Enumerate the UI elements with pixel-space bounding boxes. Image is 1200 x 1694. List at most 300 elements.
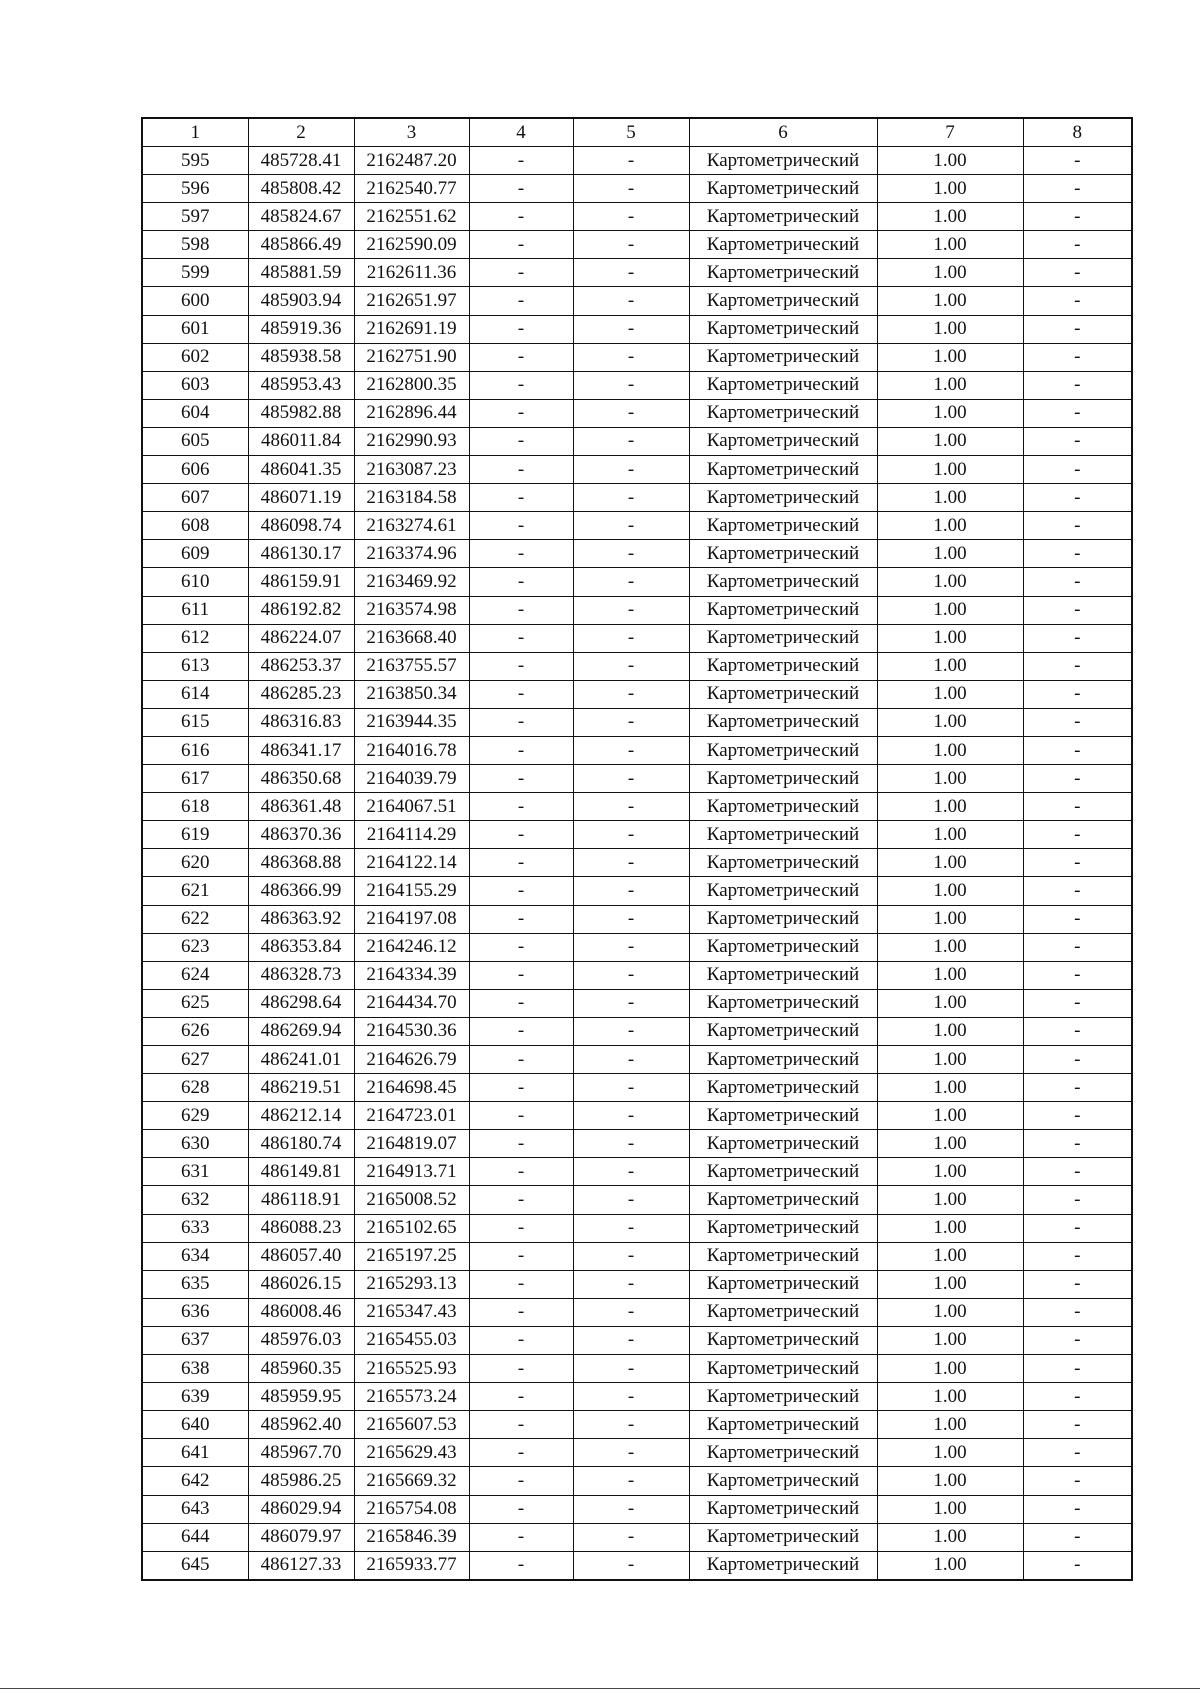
column-5-cell: - [573, 989, 689, 1017]
column-4-cell: - [469, 1355, 573, 1383]
x-coordinate-cell: 486011.84 [248, 427, 354, 455]
column-4-cell: - [469, 175, 573, 203]
column-5-cell: - [573, 147, 689, 175]
table-row [142, 624, 1132, 652]
y-coordinate-cell: 2162611.36 [354, 259, 469, 287]
y-coordinate-cell: 2164723.01 [354, 1102, 469, 1130]
accuracy-cell: 1.00 [877, 1298, 1023, 1326]
method-cell: Картометрический [689, 1074, 877, 1102]
column-8-cell: - [1023, 1017, 1132, 1045]
y-coordinate-cell: 2164039.79 [354, 765, 469, 793]
x-coordinate-cell: 486180.74 [248, 1130, 354, 1158]
column-5-cell: - [573, 1017, 689, 1045]
y-coordinate-cell: 2165008.52 [354, 1186, 469, 1214]
column-5-cell: - [573, 877, 689, 905]
accuracy-cell: 1.00 [877, 175, 1023, 203]
column-header: 4 [469, 118, 573, 147]
method-cell: Картометрический [689, 231, 877, 259]
column-8-cell: - [1023, 1467, 1132, 1495]
y-coordinate-cell: 2164067.51 [354, 793, 469, 821]
y-coordinate-cell: 2164434.70 [354, 989, 469, 1017]
column-5-cell: - [573, 540, 689, 568]
method-cell: Картометрический [689, 1467, 877, 1495]
accuracy-cell: 1.00 [877, 1214, 1023, 1242]
x-coordinate-cell: 486253.37 [248, 652, 354, 680]
table-row [142, 821, 1132, 849]
column-8-cell: - [1023, 905, 1132, 933]
point-number-cell: 634 [142, 1242, 248, 1270]
point-number-cell: 614 [142, 680, 248, 708]
x-coordinate-cell: 486098.74 [248, 512, 354, 540]
column-4-cell: - [469, 1186, 573, 1214]
method-cell: Картометрический [689, 427, 877, 455]
method-cell: Картометрический [689, 793, 877, 821]
x-coordinate-cell: 486079.97 [248, 1523, 354, 1551]
y-coordinate-cell: 2163574.98 [354, 596, 469, 624]
method-cell: Картометрический [689, 1017, 877, 1045]
x-coordinate-cell: 485938.58 [248, 343, 354, 371]
accuracy-cell: 1.00 [877, 1046, 1023, 1074]
column-8-cell: - [1023, 961, 1132, 989]
column-8-cell: - [1023, 1186, 1132, 1214]
y-coordinate-cell: 2165846.39 [354, 1523, 469, 1551]
table-row [142, 343, 1132, 371]
y-coordinate-cell: 2165573.24 [354, 1383, 469, 1411]
accuracy-cell: 1.00 [877, 905, 1023, 933]
column-4-cell: - [469, 147, 573, 175]
column-8-cell: - [1023, 1326, 1132, 1354]
column-5-cell: - [573, 1383, 689, 1411]
column-8-cell: - [1023, 315, 1132, 343]
table-row [142, 399, 1132, 427]
point-number-cell: 596 [142, 175, 248, 203]
x-coordinate-cell: 486130.17 [248, 540, 354, 568]
point-number-cell: 605 [142, 427, 248, 455]
accuracy-cell: 1.00 [877, 484, 1023, 512]
point-number-cell: 606 [142, 456, 248, 484]
column-8-cell: - [1023, 821, 1132, 849]
table-row [142, 1242, 1132, 1270]
point-number-cell: 628 [142, 1074, 248, 1102]
method-cell: Картометрический [689, 315, 877, 343]
accuracy-cell: 1.00 [877, 540, 1023, 568]
y-coordinate-cell: 2165525.93 [354, 1355, 469, 1383]
column-5-cell: - [573, 1551, 689, 1580]
x-coordinate-cell: 485967.70 [248, 1439, 354, 1467]
column-5-cell: - [573, 315, 689, 343]
method-cell: Картометрический [689, 736, 877, 764]
accuracy-cell: 1.00 [877, 1074, 1023, 1102]
column-5-cell: - [573, 343, 689, 371]
column-4-cell: - [469, 849, 573, 877]
point-number-cell: 637 [142, 1326, 248, 1354]
accuracy-cell: 1.00 [877, 315, 1023, 343]
column-5-cell: - [573, 765, 689, 793]
x-coordinate-cell: 485953.43 [248, 371, 354, 399]
method-cell: Картометрический [689, 877, 877, 905]
column-5-cell: - [573, 259, 689, 287]
x-coordinate-cell: 486026.15 [248, 1270, 354, 1298]
accuracy-cell: 1.00 [877, 989, 1023, 1017]
column-8-cell: - [1023, 1074, 1132, 1102]
point-number-cell: 610 [142, 568, 248, 596]
table-row [142, 1439, 1132, 1467]
column-8-cell: - [1023, 540, 1132, 568]
method-cell: Картометрический [689, 1523, 877, 1551]
accuracy-cell: 1.00 [877, 1270, 1023, 1298]
column-8-cell: - [1023, 849, 1132, 877]
accuracy-cell: 1.00 [877, 1326, 1023, 1354]
y-coordinate-cell: 2162651.97 [354, 287, 469, 315]
point-number-cell: 625 [142, 989, 248, 1017]
table-row [142, 1270, 1132, 1298]
x-coordinate-cell: 486057.40 [248, 1242, 354, 1270]
accuracy-cell: 1.00 [877, 512, 1023, 540]
method-cell: Картометрический [689, 989, 877, 1017]
point-number-cell: 603 [142, 371, 248, 399]
y-coordinate-cell: 2164334.39 [354, 961, 469, 989]
column-4-cell: - [469, 596, 573, 624]
column-4-cell: - [469, 905, 573, 933]
method-cell: Картометрический [689, 147, 877, 175]
y-coordinate-cell: 2164122.14 [354, 849, 469, 877]
method-cell: Картометрический [689, 1130, 877, 1158]
accuracy-cell: 1.00 [877, 1158, 1023, 1186]
column-5-cell: - [573, 399, 689, 427]
column-8-cell: - [1023, 484, 1132, 512]
y-coordinate-cell: 2162990.93 [354, 427, 469, 455]
column-5-cell: - [573, 1467, 689, 1495]
point-number-cell: 627 [142, 1046, 248, 1074]
column-4-cell: - [469, 1270, 573, 1298]
page-bottom-rule [0, 1688, 1200, 1689]
table-row [142, 736, 1132, 764]
y-coordinate-cell: 2162751.90 [354, 343, 469, 371]
column-header: 7 [877, 118, 1023, 147]
column-4-cell: - [469, 961, 573, 989]
method-cell: Картометрический [689, 1411, 877, 1439]
column-8-cell: - [1023, 1130, 1132, 1158]
x-coordinate-cell: 485808.42 [248, 175, 354, 203]
x-coordinate-cell: 486192.82 [248, 596, 354, 624]
column-5-cell: - [573, 1411, 689, 1439]
method-cell: Картометрический [689, 399, 877, 427]
column-4-cell: - [469, 1383, 573, 1411]
table-row [142, 1102, 1132, 1130]
method-cell: Картометрический [689, 371, 877, 399]
column-5-cell: - [573, 849, 689, 877]
x-coordinate-cell: 485866.49 [248, 231, 354, 259]
point-number-cell: 597 [142, 203, 248, 231]
point-number-cell: 632 [142, 1186, 248, 1214]
x-coordinate-cell: 485959.95 [248, 1383, 354, 1411]
point-number-cell: 613 [142, 652, 248, 680]
column-5-cell: - [573, 1130, 689, 1158]
x-coordinate-cell: 485982.88 [248, 399, 354, 427]
y-coordinate-cell: 2163944.35 [354, 708, 469, 736]
point-number-cell: 621 [142, 877, 248, 905]
y-coordinate-cell: 2163755.57 [354, 652, 469, 680]
table-row [142, 1467, 1132, 1495]
column-4-cell: - [469, 1242, 573, 1270]
column-4-cell: - [469, 343, 573, 371]
table-row [142, 1214, 1132, 1242]
column-4-cell: - [469, 1467, 573, 1495]
method-cell: Картометрический [689, 933, 877, 961]
column-5-cell: - [573, 1074, 689, 1102]
accuracy-cell: 1.00 [877, 427, 1023, 455]
x-coordinate-cell: 485919.36 [248, 315, 354, 343]
y-coordinate-cell: 2164155.29 [354, 877, 469, 905]
column-5-cell: - [573, 1102, 689, 1130]
x-coordinate-cell: 486361.48 [248, 793, 354, 821]
column-8-cell: - [1023, 203, 1132, 231]
x-coordinate-cell: 486241.01 [248, 1046, 354, 1074]
y-coordinate-cell: 2164626.79 [354, 1046, 469, 1074]
column-4-cell: - [469, 540, 573, 568]
x-coordinate-cell: 486088.23 [248, 1214, 354, 1242]
column-5-cell: - [573, 371, 689, 399]
accuracy-cell: 1.00 [877, 399, 1023, 427]
column-8-cell: - [1023, 793, 1132, 821]
point-number-cell: 644 [142, 1523, 248, 1551]
method-cell: Картометрический [689, 1158, 877, 1186]
column-5-cell: - [573, 1242, 689, 1270]
accuracy-cell: 1.00 [877, 1523, 1023, 1551]
method-cell: Картометрический [689, 680, 877, 708]
method-cell: Картометрический [689, 287, 877, 315]
point-number-cell: 642 [142, 1467, 248, 1495]
point-number-cell: 618 [142, 793, 248, 821]
point-number-cell: 630 [142, 1130, 248, 1158]
column-8-cell: - [1023, 1214, 1132, 1242]
table-row [142, 680, 1132, 708]
accuracy-cell: 1.00 [877, 624, 1023, 652]
x-coordinate-cell: 486118.91 [248, 1186, 354, 1214]
x-coordinate-cell: 485881.59 [248, 259, 354, 287]
column-8-cell: - [1023, 933, 1132, 961]
column-4-cell: - [469, 877, 573, 905]
column-8-cell: - [1023, 624, 1132, 652]
column-8-cell: - [1023, 765, 1132, 793]
column-5-cell: - [573, 175, 689, 203]
column-4-cell: - [469, 456, 573, 484]
accuracy-cell: 1.00 [877, 343, 1023, 371]
table-row [142, 989, 1132, 1017]
column-4-cell: - [469, 1495, 573, 1523]
accuracy-cell: 1.00 [877, 371, 1023, 399]
x-coordinate-cell: 486366.99 [248, 877, 354, 905]
column-5-cell: - [573, 652, 689, 680]
x-coordinate-cell: 486350.68 [248, 765, 354, 793]
table-row [142, 1326, 1132, 1354]
column-8-cell: - [1023, 427, 1132, 455]
column-5-cell: - [573, 1046, 689, 1074]
column-8-cell: - [1023, 1242, 1132, 1270]
point-number-cell: 600 [142, 287, 248, 315]
column-8-cell: - [1023, 708, 1132, 736]
column-4-cell: - [469, 259, 573, 287]
y-coordinate-cell: 2162691.19 [354, 315, 469, 343]
method-cell: Картометрический [689, 568, 877, 596]
column-4-cell: - [469, 708, 573, 736]
method-cell: Картометрический [689, 343, 877, 371]
accuracy-cell: 1.00 [877, 1017, 1023, 1045]
method-cell: Картометрический [689, 596, 877, 624]
column-5-cell: - [573, 680, 689, 708]
accuracy-cell: 1.00 [877, 765, 1023, 793]
method-cell: Картометрический [689, 1242, 877, 1270]
point-number-cell: 601 [142, 315, 248, 343]
point-number-cell: 631 [142, 1158, 248, 1186]
y-coordinate-cell: 2162551.62 [354, 203, 469, 231]
point-number-cell: 604 [142, 399, 248, 427]
method-cell: Картометрический [689, 175, 877, 203]
table-row [142, 1186, 1132, 1214]
column-4-cell: - [469, 989, 573, 1017]
method-cell: Картометрический [689, 1495, 877, 1523]
column-8-cell: - [1023, 343, 1132, 371]
column-5-cell: - [573, 484, 689, 512]
table-row [142, 1355, 1132, 1383]
method-cell: Картометрический [689, 765, 877, 793]
column-5-cell: - [573, 1523, 689, 1551]
table-row [142, 849, 1132, 877]
y-coordinate-cell: 2164114.29 [354, 821, 469, 849]
column-4-cell: - [469, 568, 573, 596]
x-coordinate-cell: 486363.92 [248, 905, 354, 933]
point-number-cell: 607 [142, 484, 248, 512]
accuracy-cell: 1.00 [877, 1130, 1023, 1158]
column-5-cell: - [573, 512, 689, 540]
y-coordinate-cell: 2162590.09 [354, 231, 469, 259]
column-8-cell: - [1023, 568, 1132, 596]
column-4-cell: - [469, 371, 573, 399]
y-coordinate-cell: 2164016.78 [354, 736, 469, 764]
column-8-cell: - [1023, 1551, 1132, 1580]
column-4-cell: - [469, 231, 573, 259]
y-coordinate-cell: 2165455.03 [354, 1326, 469, 1354]
table-row [142, 708, 1132, 736]
method-cell: Картометрический [689, 905, 877, 933]
point-number-cell: 619 [142, 821, 248, 849]
method-cell: Картометрический [689, 1214, 877, 1242]
column-4-cell: - [469, 765, 573, 793]
y-coordinate-cell: 2164246.12 [354, 933, 469, 961]
method-cell: Картометрический [689, 708, 877, 736]
table-row [142, 175, 1132, 203]
point-number-cell: 636 [142, 1298, 248, 1326]
accuracy-cell: 1.00 [877, 821, 1023, 849]
accuracy-cell: 1.00 [877, 708, 1023, 736]
column-4-cell: - [469, 1102, 573, 1130]
accuracy-cell: 1.00 [877, 961, 1023, 989]
point-number-cell: 617 [142, 765, 248, 793]
method-cell: Картометрический [689, 259, 877, 287]
column-4-cell: - [469, 1158, 573, 1186]
table-row [142, 1074, 1132, 1102]
column-5-cell: - [573, 203, 689, 231]
column-8-cell: - [1023, 596, 1132, 624]
column-4-cell: - [469, 1214, 573, 1242]
x-coordinate-cell: 486008.46 [248, 1298, 354, 1326]
y-coordinate-cell: 2164530.36 [354, 1017, 469, 1045]
method-cell: Картометрический [689, 821, 877, 849]
column-5-cell: - [573, 1355, 689, 1383]
method-cell: Картометрический [689, 1326, 877, 1354]
x-coordinate-cell: 485962.40 [248, 1411, 354, 1439]
x-coordinate-cell: 486041.35 [248, 456, 354, 484]
table-row [142, 371, 1132, 399]
y-coordinate-cell: 2163469.92 [354, 568, 469, 596]
table-row [142, 652, 1132, 680]
table-row [142, 961, 1132, 989]
accuracy-cell: 1.00 [877, 1186, 1023, 1214]
point-number-cell: 611 [142, 596, 248, 624]
accuracy-cell: 1.00 [877, 1495, 1023, 1523]
column-8-cell: - [1023, 231, 1132, 259]
x-coordinate-cell: 485976.03 [248, 1326, 354, 1354]
column-8-cell: - [1023, 1439, 1132, 1467]
column-5-cell: - [573, 231, 689, 259]
column-8-cell: - [1023, 175, 1132, 203]
table-header-row [142, 118, 1132, 147]
y-coordinate-cell: 2165197.25 [354, 1242, 469, 1270]
method-cell: Картометрический [689, 1270, 877, 1298]
column-4-cell: - [469, 736, 573, 764]
column-8-cell: - [1023, 1102, 1132, 1130]
point-number-cell: 599 [142, 259, 248, 287]
y-coordinate-cell: 2162800.35 [354, 371, 469, 399]
accuracy-cell: 1.00 [877, 1467, 1023, 1495]
x-coordinate-cell: 486370.36 [248, 821, 354, 849]
column-8-cell: - [1023, 1523, 1132, 1551]
column-header: 1 [142, 118, 248, 147]
column-5-cell: - [573, 1270, 689, 1298]
column-4-cell: - [469, 287, 573, 315]
column-5-cell: - [573, 905, 689, 933]
accuracy-cell: 1.00 [877, 203, 1023, 231]
y-coordinate-cell: 2163850.34 [354, 680, 469, 708]
accuracy-cell: 1.00 [877, 1102, 1023, 1130]
table-row [142, 1551, 1132, 1580]
method-cell: Картометрический [689, 1355, 877, 1383]
table-row [142, 793, 1132, 821]
method-cell: Картометрический [689, 961, 877, 989]
column-8-cell: - [1023, 1495, 1132, 1523]
table-row [142, 905, 1132, 933]
point-number-cell: 641 [142, 1439, 248, 1467]
x-coordinate-cell: 486159.91 [248, 568, 354, 596]
y-coordinate-cell: 2165607.53 [354, 1411, 469, 1439]
x-coordinate-cell: 486298.64 [248, 989, 354, 1017]
column-4-cell: - [469, 1074, 573, 1102]
method-cell: Картометрический [689, 512, 877, 540]
table-row [142, 427, 1132, 455]
x-coordinate-cell: 485960.35 [248, 1355, 354, 1383]
table-row [142, 1383, 1132, 1411]
y-coordinate-cell: 2163374.96 [354, 540, 469, 568]
point-number-cell: 620 [142, 849, 248, 877]
method-cell: Картометрический [689, 1186, 877, 1214]
table-row [142, 540, 1132, 568]
table-row [142, 484, 1132, 512]
column-4-cell: - [469, 1411, 573, 1439]
column-5-cell: - [573, 624, 689, 652]
column-5-cell: - [573, 596, 689, 624]
column-5-cell: - [573, 1298, 689, 1326]
point-number-cell: 633 [142, 1214, 248, 1242]
